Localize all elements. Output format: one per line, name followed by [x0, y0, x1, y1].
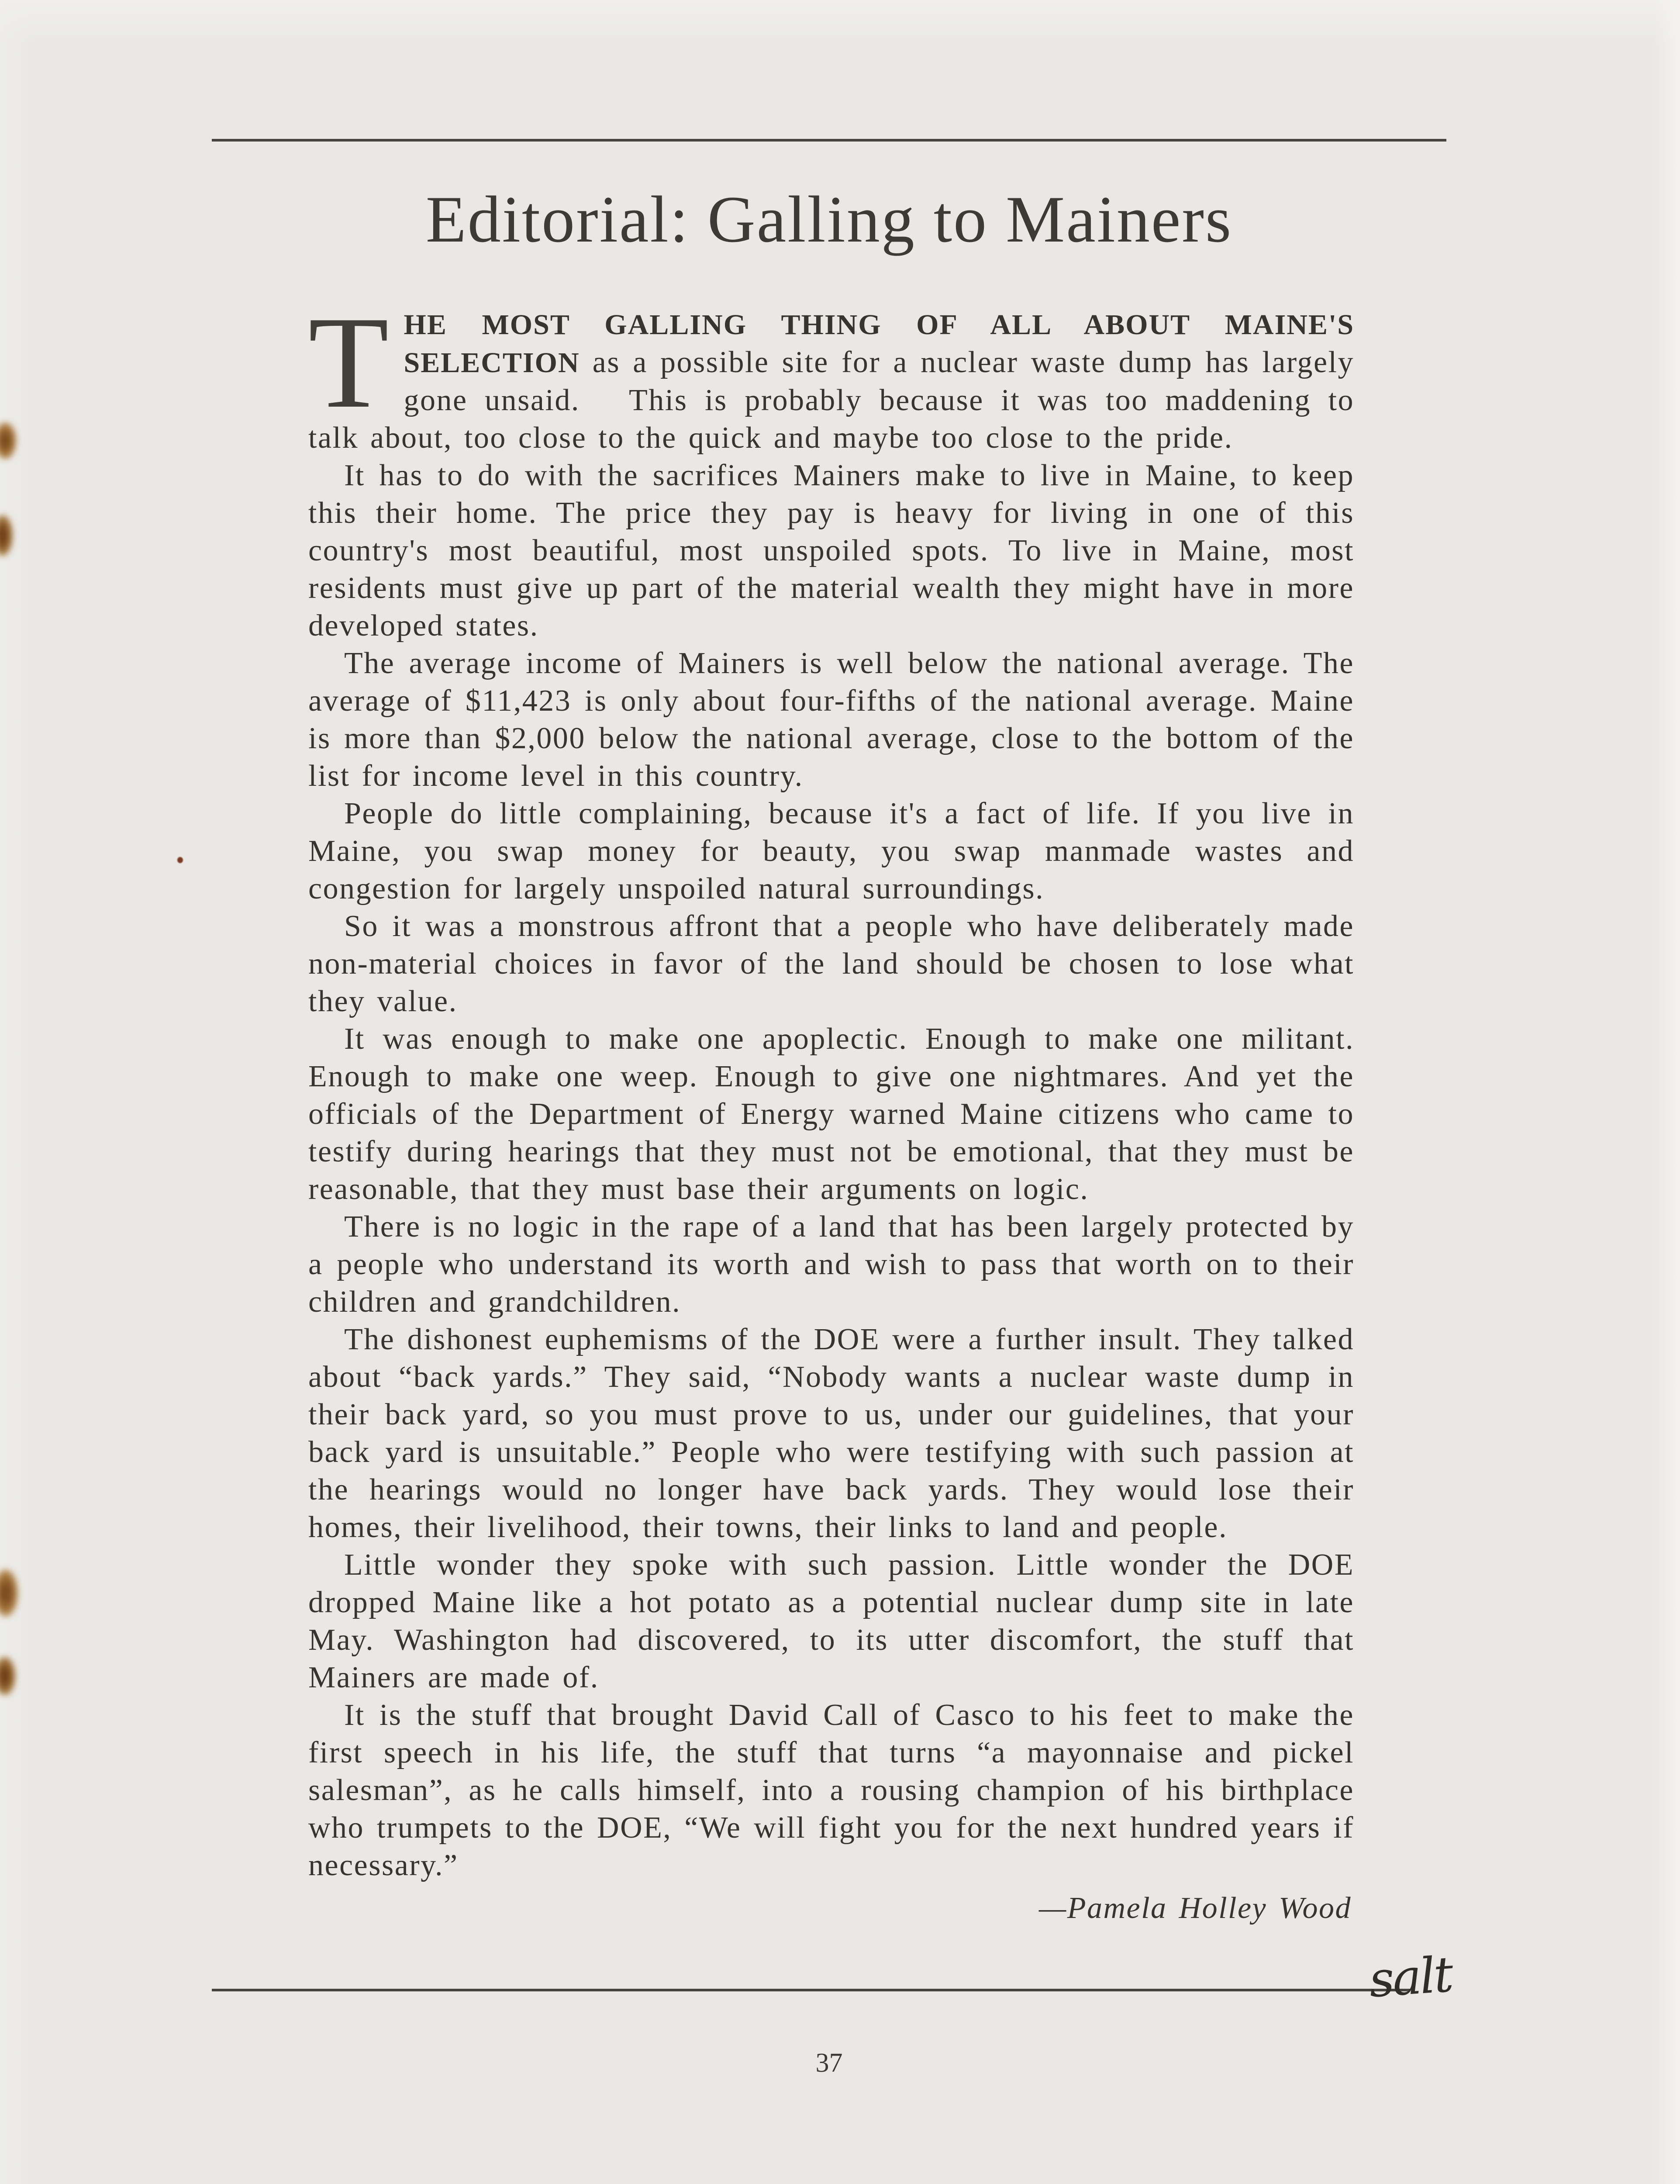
- drop-cap: T: [308, 290, 389, 435]
- paragraph: Little wonder they spoke with such passion. Little wonder the DOE dropped Maine like a hot potato as a potential nuclear dump site in late May. Washington had discovered, to its utter discomfort, the stuff that Mainers are made of.: [308, 1548, 1354, 1694]
- paragraph: There is no logic in the rape of a land that has been largely protected by a people who understand its worth and wish to pass that worth on to their children and grandchildren.: [308, 1210, 1354, 1319]
- paragraph: The average income of Mainers is well below the national average. The average of $11,423 is only about four-fifths of the national average. Maine is more than $2,000 below the national average, close to the bottom of the list for income level in this country.: [308, 646, 1354, 793]
- article-title: Editorial: Galling to Mainers: [425, 183, 1233, 256]
- page-number: 37: [815, 2048, 843, 2078]
- paper-stain: [0, 422, 17, 460]
- byline: —Pamela Holley Wood: [1038, 1891, 1352, 1925]
- paragraph: So it was a monstrous affront that a people who have deliberately made non-material choices in favor of the land should be chosen to lose what they value.: [308, 909, 1354, 1018]
- lead-caps-text: HE MOST GALLING THING OF ALL ABOUT MAINE'S SELECTION: [404, 309, 1354, 379]
- lead-paragraph: [308, 290, 1354, 457]
- lead-text: as a possible site for a nuclear waste dump has largely gone unsaid. This is probably because it was too maddening to talk about, too close to the quick and maybe too close to the pride.: [308, 346, 1354, 455]
- paper-stain: [0, 515, 13, 556]
- paragraph: The dishonest euphemisms of the DOE were a further insult. They talked about “back yards.” They said, “Nobody wants a nuclear waste dump in their back yard, so you must prove to us, under our guidelines, that your back yard is unsuitable.” People who were testifying with such passion at the hearings would no longer have back yards. They would lose their homes, their livelihood, their towns, their links to land and people.: [308, 1323, 1354, 1544]
- paper-stain: [0, 1569, 18, 1617]
- paragraph: It was enough to make one apoplectic. Enough to make one militant. Enough to make one weep. Enough to give one nightmares. And yet the officials of the Department of Energy warned Maine citizens who came to testify during hearings that they must not be emotional, that they must be reasonable, that they must base their arguments on logic.: [308, 1022, 1354, 1206]
- top-rule: [212, 139, 1446, 142]
- article-body: [308, 290, 1354, 1927]
- paragraph: People do little complaining, because it's a fact of life. If you live in Maine, you swap money for beauty, you swap manmade wastes and congestion for largely unspoiled natural surroundings.: [308, 797, 1354, 905]
- ink-speck: [177, 857, 183, 863]
- paragraph: It has to do with the sacrifices Mainers make to live in Maine, to keep this their home. The price they pay is heavy for living in one of this country's most beautiful, most unspoiled spots. To live in Maine, most residents must give up part of the material wealth they might have in more developed states.: [308, 459, 1354, 643]
- bottom-rule: [212, 1989, 1411, 1991]
- paper-stain: [0, 1656, 16, 1696]
- salt-magazine-logo: salt: [1367, 1946, 1454, 2009]
- paragraph: It is the stuff that brought David Call of Casco to his feet to make the first speech in his life, the stuff that turns “a mayonnaise and pickel salesman”, as he calls himself, into a rousing champion of his birthplace who trumpets to the DOE, “We will fight you for the next hundred years if necessary.”: [308, 1698, 1354, 1882]
